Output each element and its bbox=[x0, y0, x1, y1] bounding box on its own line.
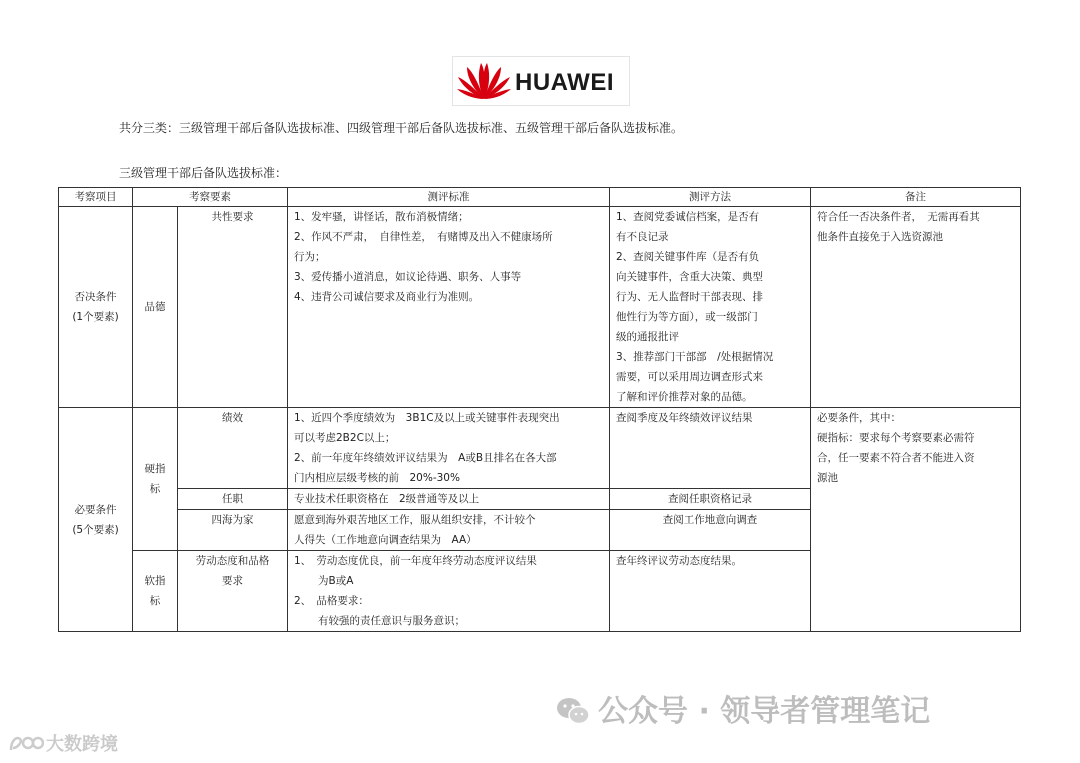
huawei-brand-text: HUAWEI bbox=[515, 69, 614, 96]
soft-method-cell: 查年终评议劳动态度结果。 bbox=[610, 551, 811, 632]
post-method-cell: 查阅任职资格记录 bbox=[610, 489, 811, 510]
veto-method-cell: 1、查阅党委诚信档案，是否有 有不良记录 2、查阅关键事件库（是否有负 向关键事件，含重大决策、典型 行为、无人监督时干部表现、排 他性行为等方面），或一级部门 级的通报批评 3、推荐部门干部部 /处根据情况 需要，可以采用周边调查形式来 了解和评价推荐对象的品德。 bbox=[610, 207, 811, 408]
corner-watermark bbox=[8, 730, 118, 756]
veto-standard-cell: 1、发牢骚，讲怪话，散布消极情绪； 2、作风不严肃， 自律性差， 有赌博及出入不健康场所 行为； 3、爱传播小道消息，如议论待遇、职务、人事等 4、违背公司诚信要求及商业行为准则。 bbox=[288, 207, 610, 408]
watermark-text: 公众号 · 领导者管理笔记 bbox=[598, 694, 931, 729]
intro-text: 共分三类：三级管理干部后备队选拔标准、四级管理干部后备队选拔标准、五级管理干部后备队选拔标准。 bbox=[119, 121, 684, 135]
performance-method-cell: 查阅季度及年终绩效评议结果 bbox=[610, 408, 811, 489]
performance-sub-cell: 绩效 bbox=[178, 408, 288, 489]
home-method-cell: 查阅工作地意向调查 bbox=[610, 510, 811, 551]
header-cell: 测评标准 bbox=[288, 188, 610, 207]
table-header-row bbox=[59, 188, 1021, 207]
veto-element-cell: 品德 bbox=[133, 207, 178, 408]
hard-indicator-cell: 硬指 标 bbox=[133, 408, 178, 551]
header-cell: 测评方法 bbox=[610, 188, 811, 207]
required-project-cell: 必要条件 (5个要素) bbox=[59, 408, 133, 632]
wechat-icon bbox=[556, 696, 590, 726]
huawei-logo bbox=[452, 56, 630, 106]
veto-remark-cell: 符合任一否决条件者， 无需再看其 他条件直接免于入选资源池 bbox=[811, 207, 1021, 408]
soft-standard-cell: 1、 劳动态度优良，前一年度年终劳动态度评议结果 为B或A 2、 品格要求： 有较强的责任意识与服务意识； bbox=[288, 551, 610, 632]
home-sub-cell: 四海为家 bbox=[178, 510, 288, 551]
soft-indicator-cell: 软指 标 bbox=[133, 551, 178, 632]
veto-project-cell: 否决条件 (1个要素) bbox=[59, 207, 133, 408]
brand-mark-icon bbox=[8, 733, 44, 753]
wechat-watermark bbox=[556, 686, 930, 730]
veto-sub-cell: 共性要求 bbox=[178, 207, 288, 408]
table-row bbox=[59, 408, 1021, 489]
home-standard-cell: 愿意到海外艰苦地区工作，服从组织安排，不计较个 人得失（工作地意向调查结果为 AA） bbox=[288, 510, 610, 551]
required-remark-cell: 必要条件，其中： 硬指标：要求每个考察要素必需符 合，任一要素不符合者不能进入资 源池 bbox=[811, 408, 1021, 632]
table-row bbox=[59, 207, 1021, 408]
header-cell: 考察要素 bbox=[133, 188, 288, 207]
soft-sub-cell: 劳动态度和品格 要求 bbox=[178, 551, 288, 632]
header-cell: 考察项目 bbox=[59, 188, 133, 207]
post-standard-cell: 专业技术任职资格在 2级普通等及以上 bbox=[288, 489, 610, 510]
section-subtitle: 三级管理干部后备队选拔标准： bbox=[119, 166, 288, 180]
huawei-petal-icon bbox=[455, 59, 513, 101]
header-cell: 备注 bbox=[811, 188, 1021, 207]
performance-standard-cell: 1、近四个季度绩效为 3B1C及以上或关键事件表现突出 可以考虑2B2C以上； 2、前一年度年终绩效评议结果为 A或B且排名在各大部 门内相应层级考核的前 20%-30% bbox=[288, 408, 610, 489]
criteria-table bbox=[58, 187, 1021, 632]
corner-watermark-text: 大数跨境 bbox=[46, 734, 118, 755]
post-sub-cell: 任职 bbox=[178, 489, 288, 510]
